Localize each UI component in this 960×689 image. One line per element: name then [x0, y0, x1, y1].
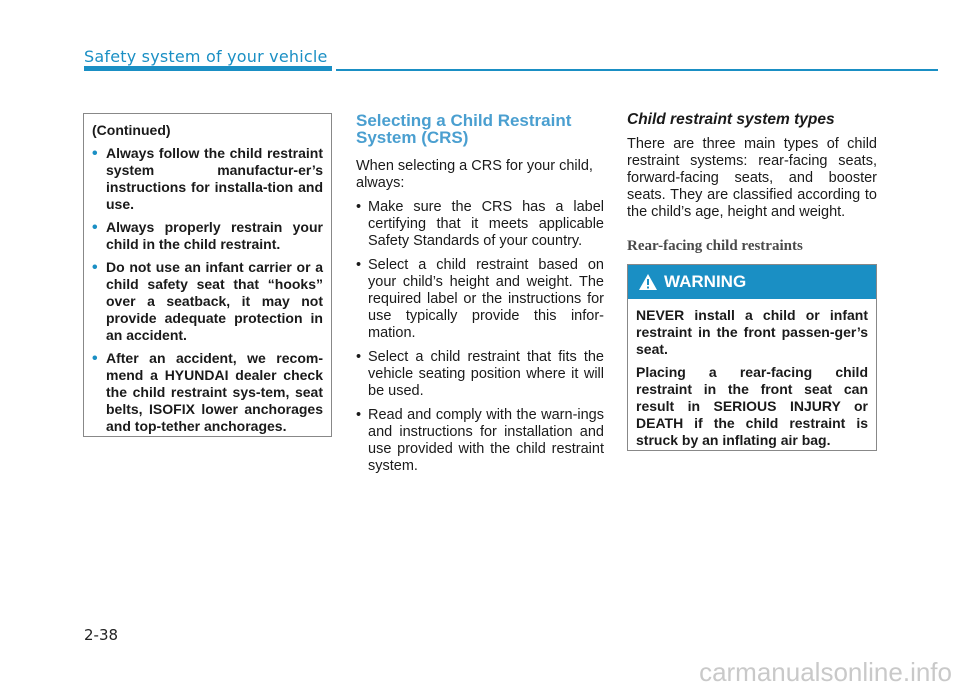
list-item — [356, 257, 604, 342]
list-item — [356, 349, 604, 400]
watermark: carmanualsonline.info — [699, 657, 952, 687]
caution-item — [92, 145, 323, 213]
list-item — [356, 199, 604, 250]
header-rule-thin — [336, 69, 938, 71]
caution-item — [92, 219, 323, 253]
header-rule-thick — [84, 66, 332, 71]
bullet-dot-icon: • — [356, 257, 362, 273]
warning-text: NEVER install a child or infant restraint in the front passen-ger’s seat. — [636, 307, 868, 357]
continued-label: (Continued) — [92, 122, 171, 138]
warning-text: Placing a rear-facing child restraint in the front seat can result in SERIOUS INJURY or DEATH if the child restraint is struck by an inflating air bag. — [636, 364, 868, 448]
header-title: Safety system of your vehicle — [84, 47, 328, 66]
list-item-text: Read and comply with the warn-ings and instructions for installation and use provided with the child restraint system. — [368, 407, 604, 474]
restraint-types-section — [627, 111, 877, 228]
caution-item-text: Do not use an infant carrier or a child safety seat that “hooks” over a seatback, it may not provide adequate protection in an accident. — [106, 259, 323, 343]
page-number: 2-38 — [84, 626, 119, 644]
selection-bullets — [356, 199, 604, 475]
caution-item-text: Always properly restrain your child in the child restraint. — [106, 219, 323, 252]
bullet-dot-icon: • — [92, 145, 98, 162]
list-item — [356, 407, 604, 475]
warning-label: WARNING — [664, 272, 747, 291]
list-item-text: Make sure the CRS has a label certifying that it meets applicable Safety Standards of your country. — [368, 199, 604, 249]
bullet-dot-icon: • — [92, 259, 98, 276]
bullet-dot-icon: • — [356, 199, 362, 215]
bullet-dot-icon: • — [92, 219, 98, 236]
caution-item-text: After an accident, we recom-mend a HYUNDAI dealer check the child restraint sys-tem, seat belts, ISOFIX lower anchorages and top-tether anchorages. — [106, 350, 323, 434]
caution-item-text: Always follow the child restraint system manufactur-er’s instructions for installa-tion and use. — [106, 145, 323, 212]
caution-item — [92, 259, 323, 344]
types-paragraph: There are three main types of child restraint systems: rear-facing seats, forward-facing seats, and booster seats. They are classified according to the child’s age, height and weight. — [627, 136, 877, 220]
caution-list — [92, 145, 323, 435]
caution-continued-box — [83, 113, 332, 437]
crs-selection-section — [356, 112, 604, 482]
warning-body — [628, 299, 876, 449]
list-item-text: Select a child restraint based on your child’s height and weight. The required label or the instructions for use typically provide this infor-mation. — [368, 257, 604, 341]
warning-header — [628, 265, 876, 299]
warning-box — [627, 264, 877, 451]
bullet-dot-icon: • — [356, 407, 362, 423]
list-item-text: Select a child restraint that fits the vehicle seating position where it will be used. — [368, 349, 604, 399]
rear-facing-heading: Rear-facing child restraints — [627, 238, 803, 254]
bullet-dot-icon: • — [92, 350, 98, 367]
section-intro: When selecting a CRS for your child, always: — [356, 158, 593, 191]
bullet-dot-icon: • — [356, 349, 362, 365]
subsection-title: Child restraint system types — [627, 111, 835, 128]
warning-triangle-icon — [638, 273, 658, 291]
caution-item — [92, 350, 323, 435]
section-title: Selecting a Child Restraint System (CRS) — [356, 111, 572, 147]
